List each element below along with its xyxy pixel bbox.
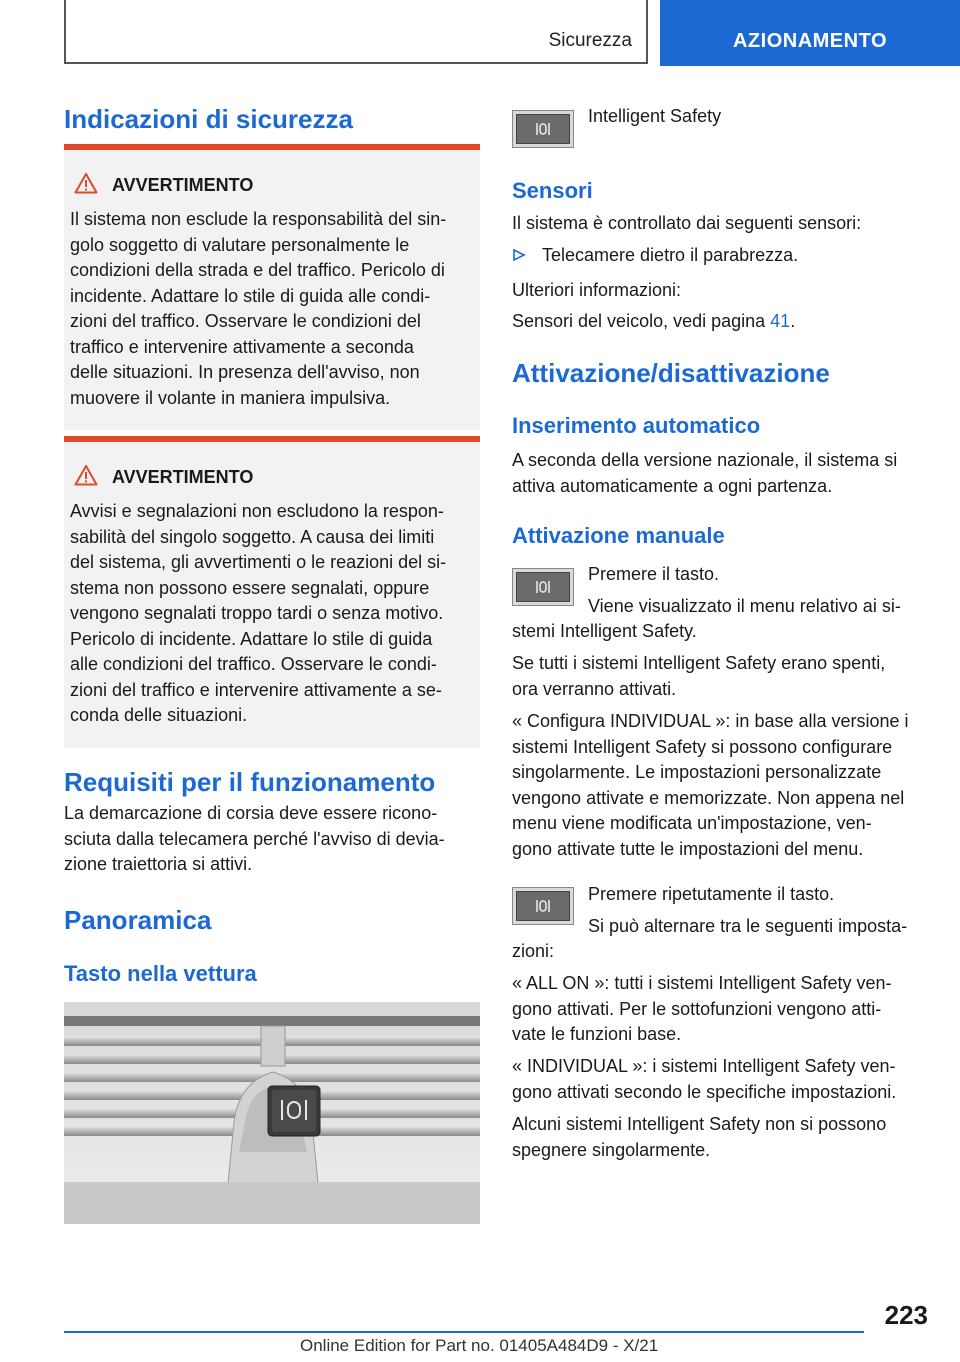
attivazione-title: Attivazione/disattivazione: [512, 358, 830, 388]
intelligent-safety-icon: [534, 897, 552, 915]
section-label: Sicurezza: [548, 30, 632, 51]
manuale-step: Premere il tasto.: [588, 564, 720, 584]
warning-text-2: Avvisi e segnalazioni non escludono la respon- sabilità del singolo soggetto. A causa dei limiti del sistema, gli avvertimenti o le reazioni del si- stema non possono essere segnalati, oppure vengono segnalati troppo tardi o senza motivo. Pericolo di incidente. Adattare lo stile di guida alle condizioni del traffico. Osservare le condi- zioni del traffico e intervenire attivamente a se- conda delle situazioni.: [70, 501, 447, 725]
section-tab: [64, 0, 648, 64]
warning-heading: AVVERTIMENTO: [74, 464, 253, 488]
warning-text-1: Il sistema non esclude la responsabilità del sin- golo soggetto di valutare personalmente le condizioni della strada e del traffico. Pericolo di incidente. Adattare lo stile di guida alle condi- zioni del traffico. Osservare le condizioni del traffico e intervenire attivamente a seconda delle situazioni. In presenza dell'avviso, non muovere il volante in maniera impulsiva.: [70, 209, 447, 408]
manuale-result-cont: stemi Intelligent Safety.: [512, 621, 697, 641]
manuale-result: Viene visualizzato il menu relativo ai si-: [588, 596, 901, 616]
sensori-bullet-text: Telecamere dietro il parabrezza.: [542, 245, 799, 265]
individual2-text: « INDIVIDUAL »: i sistemi Intelligent Safety ven- gono attivati secondo le specifiche impostazioni.: [512, 1056, 897, 1102]
tasto-title: Tasto nella vettura: [64, 961, 257, 986]
ripetuta-step: Premere ripetutamente il tasto.: [588, 884, 835, 904]
inserimento-text: A seconda della versione nazionale, il sistema si attiva automaticamente a ogni partenza.: [512, 450, 898, 496]
page-header: [0, 0, 960, 66]
spenti-text: Se tutti i sistemi Intelligent Safety erano spenti, ora verranno attivati.: [512, 653, 886, 699]
footer-edition: Online Edition for Part no. 01405A484D9 - X/21: [300, 1336, 659, 1355]
alcuni-text: Alcuni sistemi Intelligent Safety non si possono spegnere singolarmente.: [512, 1114, 887, 1160]
manuale-title: Attivazione manuale: [512, 523, 725, 548]
ripetuta-result-cont: zioni:: [512, 941, 555, 961]
requisiti-title: Requisiti per il funzionamento: [64, 767, 436, 797]
sensori-intro: Il sistema è controllato dai seguenti sensori:: [512, 213, 862, 233]
chapter-tab: [660, 0, 960, 66]
intelligent-safety-icon: [534, 120, 552, 138]
warning-triangle-icon: [74, 172, 98, 194]
page-link-41[interactable]: 41: [770, 311, 791, 331]
warning-heading: AVVERTIMENTO: [74, 172, 253, 196]
ulteriori-text: Ulteriori informazioni:: [512, 280, 682, 300]
intelligent-safety-key-image: [512, 887, 574, 925]
vehicle-button-photo: [64, 1002, 480, 1224]
page-number: 223: [884, 1300, 928, 1330]
sensori-reference: Sensori del veicolo, vedi pagina 41.: [512, 311, 796, 331]
sensori-title: Sensori: [512, 178, 593, 203]
ripetuta-result: Si può alternare tra le seguenti imposta-: [588, 916, 908, 936]
chapter-label: AZIONAMENTO: [732, 30, 887, 52]
inserimento-title: Inserimento automatico: [512, 413, 761, 438]
safety-title: Indicazioni di sicurezza: [64, 104, 353, 134]
panoramica-title: Panoramica: [64, 905, 212, 935]
triangle-bullet-icon: [512, 248, 526, 262]
requisiti-text: La demarcazione di corsia deve essere ricono- sciuta dalla telecamera perché l'avviso di devia- zione traiettoria si attivi.: [64, 803, 445, 874]
footer-divider: [64, 1331, 864, 1333]
intelligent-safety-key-image: [512, 110, 574, 148]
warning-box-2: [64, 436, 480, 748]
intelligent-safety-icon: [534, 578, 552, 596]
intelligent-safety-key-image: [512, 568, 574, 606]
warning-box-1: [64, 144, 480, 430]
bullet-marker: [512, 246, 526, 267]
key-label: Intelligent Safety: [588, 106, 722, 126]
allon-text: « ALL ON »: tutti i sistemi Intelligent Safety ven- gono attivati. Per le sottofunzioni vengono atti- vate le funzioni base.: [512, 973, 892, 1044]
warning-triangle-icon: [74, 464, 98, 486]
individual-text: « Configura INDIVIDUAL »: in base alla versione i sistemi Intelligent Safety si possono configurare singolarmente. Le impostazioni personalizzate vengono attivate e memorizzate. Non appena nel menu viene modificata un'impostazione, ven- gono attivate tutte le impostazioni del menu.: [512, 711, 909, 859]
